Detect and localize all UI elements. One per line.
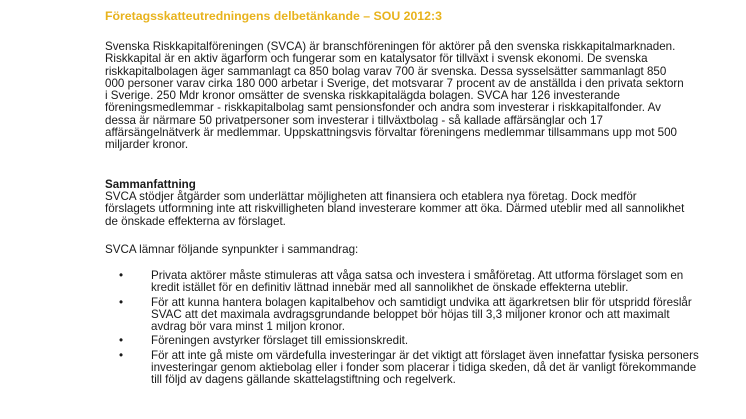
bullet-item [105,335,705,347]
bullet-item [105,297,705,334]
bullet-text: Privata aktörer måste stimuleras att våga satsa och investera i småföretag. Att utforma förslaget som en kredit istället för en definitiv lättnad innebär med all sannolikhet de önskade effekterna uteblir. [151,269,684,295]
bullet-item [105,270,705,295]
intro-paragraph: Svenska Riskkapitalföreningen (SVCA) är branschföreningen för aktörer på den svenska riskkapitalmarknaden. Riskkapital är en aktiv ägarform och fungerar som en katalysator för tillväxt i svensk ekonomi. De svenska riskkapitalbolagen äger sammanlagt ca 850 bolag varav 700 är svenska. Dessa sysselsätter sammanlagt 850 000 personer varav cirka 180 000 arbetar i Sverige, det motsvarar 7 procent av de anställda i den privata sektorn i Sverige. 250 Mdr kronor omsätter de svenska riskkapitalägda bolagen. SVCA har 126 investerande föreningsmedlemmar - riskkapitalbolag samt pensionsfonder och andra som investerar i riskkapitalfonder. Av dessa är närmare 50 privatpersoner som investerar i tillväxtbolag - så kallade affärsänglar och 17 affärsängelnätverk är medlemmar. Uppskattningsvis förvaltar föreningens medlemmar tillsammans upp mot 500 miljarder kronor. [105,40,684,152]
bullet-icon: • [119,269,124,282]
bullet-text: För att inte gå miste om värdefulla investeringar är det viktigt att förslaget även innefattar fysiska personers investeringar genom aktiebolag eller i fonder som placerar i tidiga skeden, då det är vanligt förekommande till följd av dagens gällande skattelagstiftning och regelverk. [151,348,699,387]
summary-paragraph: SVCA stödjer åtgärder som underlättar möjligheten att finansiera och etablera nya företag. Dock medför förslagets utformning inte att riskvilligheten bland investerare kommer att öka. Därmed uteblir med all sannolikhet de önskade effekterna av förslaget. [105,190,685,228]
bullet-icon: • [119,334,124,348]
bullet-text: Föreningen avstyrker förslaget till emissionskredit. [151,334,409,348]
bullet-icon: • [119,348,124,362]
document-title: Företagsskatteutredningens delbetänkande – SOU 2012:3 [105,9,442,23]
bullet-icon: • [119,295,124,309]
bullet-text: För att kunna hantera bolagen kapitalbehov och samtidigt undvika att ägarkretsen blir för utspridd föreslår SVAC att det maximala avdragsgrundande beloppet bör höjas till 3,3 miljoner kronor och att maximalt avdrag bör vara minst 1 miljon kronor. [151,295,692,334]
lead-paragraph: SVCA lämnar följande synpunkter i sammandrag: [105,243,359,256]
summary-bullet-list [105,270,705,389]
bullet-item [105,350,705,387]
summary-heading: Sammanfattning [105,178,196,191]
